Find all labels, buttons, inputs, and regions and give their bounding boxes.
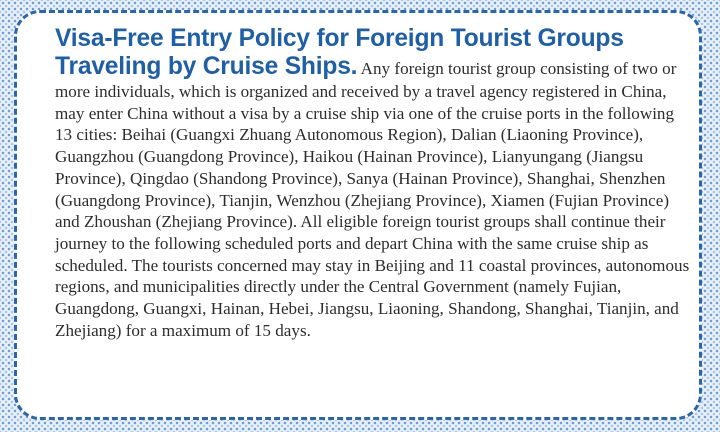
policy-card xyxy=(14,10,702,420)
policy-body: Any foreign tourist group consisting of two or more individuals, which is organized and received by a travel agency registered in China, may enter China without a visa by a cruise ship via one of the cruise ports in the following 13 cities: Beihai (Guangxi Zhuang Autonomous Region), Dalian (Liaoning Province), Guangzhou (Guangdong Province), Haikou (Hainan Province), Lianyungang (Jiangsu Province), Qingdao (Shandong Province), Sanya (Hainan Province), Shanghai, Shenzhen (Guangdong Province), Tianjin, Wenzhou (Zhejiang Province), Xiamen (Fujian Province) and Zhoushan (Zhejiang Province). All eligible foreign tourist groups shall continue their journey to the following scheduled ports and depart China with the same cruise ship as scheduled. The tourists concerned may stay in Beijing and 11 coastal provinces, autonomous regions, and municipalities directly under the Central Government (namely Fujian, Guangdong, Guangxi, Hainan, Hebei, Jiangsu, Liaoning, Shandong, Shanghai, Tianjin, and Zhejiang) for a maximum of 15 days. xyxy=(55,59,690,340)
policy-paragraph xyxy=(55,25,695,341)
policy-title: Visa-Free Entry Policy for Foreign Tourist Groups Traveling by Cruise Ships. xyxy=(55,25,624,80)
policy-content xyxy=(55,25,695,341)
